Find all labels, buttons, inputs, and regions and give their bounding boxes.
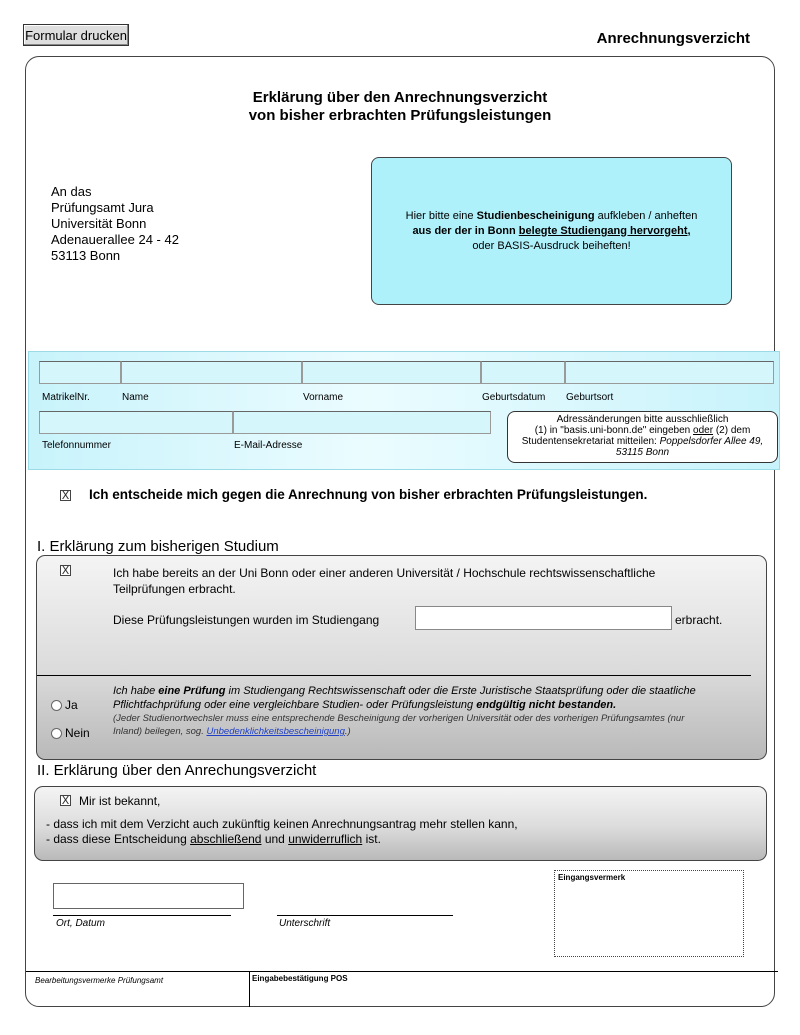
note-text: Studentensekretariat mitteilen: [521,436,660,447]
ort-datum-label: Ort, Datum [56,918,105,929]
geburtsdatum-label: Geburtsdatum [482,392,546,403]
sticker-text: aus der der in Bonn [412,224,519,237]
address-change-note [507,411,778,463]
question-emphasis: endgültig nicht bestanden. [476,699,617,711]
sticker-line-3: oder BASIS-Ausdruck beiheften! [472,239,631,252]
studiengang-label: Diese Prüfungsleistungen wurden im Studiengang [113,613,380,627]
form-title-line-2: von bisher erbrachten Prüfungsleistungen [248,107,552,124]
footer-separator [249,971,250,1007]
name-field[interactable] [121,361,302,384]
studiengang-suffix: erbracht. [675,613,723,627]
radio-no[interactable] [51,728,62,739]
sticker-emphasis: belegte Studiengang hervorgeht, [518,224,691,237]
prior-exams-text-line-1: Ich habe bereits an der Uni Bonn oder einer anderen Universität / Hochschule rechtswissenschaftliche [113,566,656,580]
failed-exam-question-line-2 [113,699,616,711]
study-certificate-area [371,157,732,305]
print-form-button[interactable]: Formular drucken [23,24,129,46]
transfer-note-line-1: (Jeder Studienortwechsler muss eine entsprechende Bescheinigung der vorherigen Universität oder des vorherigen Prüfungsamtes (nur [113,713,685,724]
note-line [508,447,777,458]
clearance-certificate-link[interactable]: Unbedenklichkeitsbescheinigung [206,726,345,737]
ort-datum-input[interactable] [53,883,244,909]
note-line: Adressänderungen bitte ausschließlich [556,414,729,425]
geburtsdatum-field[interactable] [481,361,565,384]
bearbeitung-label: Bearbeitungsvermerke Prüfungsamt [35,976,164,985]
note-text: .) [344,726,351,737]
matrikel-label: MatrikelNr. [42,392,90,403]
question-emphasis: eine Prüfung [158,685,226,697]
note-text: (2) dem [713,425,751,436]
eingabe-label: Eingabebestätigung POS [252,974,348,983]
form-title-line-1: Erklärung über den Anrechnungsverzicht [252,89,548,106]
note-line [508,425,777,436]
eingangsvermerk-label: Eingangsvermerk [558,873,626,882]
section-2-title: II. Erklärung über den Anrechungsverzicht [37,762,317,779]
transfer-note-line-2 [113,726,351,737]
section-1-title: I. Erklärung zum bisherigen Studium [37,538,279,555]
address-line: Universität Bonn [51,216,147,231]
telefon-field[interactable] [39,411,233,434]
question-text: Pflichtfachprüfung oder eine vergleichbare Studien- oder Prüfungsleistung [113,699,477,711]
sticker-emphasis: Studienbescheinigung [476,209,595,222]
geburtsort-field[interactable] [565,361,774,384]
name-label: Name [122,392,149,403]
decline-crediting-label: Ich entscheide mich gegen die Anrechnung von bisher erbrachten Prüfungsleistungen. [89,487,648,502]
address-line: Adenauerallee 24 - 42 [51,232,179,247]
decline-crediting-checkbox[interactable]: X [61,489,70,502]
note-text: Inland) beilegen, sog. [113,726,207,737]
prior-exams-checkbox[interactable]: X [61,564,70,577]
failed-exam-question [113,685,696,697]
address-line: An das [51,184,92,199]
vorname-field[interactable] [302,361,481,384]
page-header-title: Anrechnungsverzicht [596,30,750,47]
sticker-text: aufkleben / anheften [594,209,698,222]
address-line: Prüfungsamt Jura [51,200,154,215]
acknowledge-label: Mir ist bekannt, [79,794,161,808]
note-address: Poppelsdorfer Allee 49, [659,436,764,447]
section-1-divider [37,675,751,676]
question-text: Ich habe [113,685,159,697]
ack-text: ist. [362,832,381,846]
recipient-address [51,184,179,264]
prior-exams-text-line-2: Teilprüfungen erbracht. [113,582,236,596]
ack-emphasis: unwiderruflich [288,832,363,846]
email-label: E-Mail-Adresse [234,440,303,451]
ack-text: - dass diese Entscheidung [46,832,191,846]
acknowledge-checkbox[interactable]: X [61,794,70,807]
footer-divider [26,971,778,972]
studiengang-input[interactable] [415,606,672,630]
question-text: im Studiengang Rechtswissenschaft oder die Erste Juristische Staatsprüfung oder die staatliche [225,685,696,697]
radio-no-label: Nein [65,726,90,740]
radio-yes-label: Ja [65,698,78,712]
eingangsvermerk-box [554,870,744,957]
acknowledge-line-1: - dass ich mit dem Verzicht auch zukünftig keinen Anrechnungsantrag mehr stellen kann, [46,817,518,831]
address-line: 53113 Bonn [51,248,121,263]
sticker-line-1 [406,209,698,224]
matrikel-field[interactable] [39,361,121,384]
note-emphasis: oder [693,425,714,436]
vorname-label: Vorname [303,392,344,403]
acknowledge-line-2 [46,832,381,846]
sticker-line-2 [412,224,690,239]
radio-yes[interactable] [51,700,62,711]
ack-text: und [261,832,289,846]
email-field[interactable] [233,411,491,434]
ack-emphasis: abschließend [190,832,262,846]
telefon-label: Telefonnummer [42,440,111,451]
signature-label: Unterschrift [279,918,331,929]
geburtsort-label: Geburtsort [566,392,614,403]
sticker-text: Hier bitte eine [405,209,477,222]
ort-datum-line [53,915,231,916]
note-address: 53115 Bonn [615,447,670,458]
note-text: (1) in "basis.uni-bonn.de" eingeben [534,425,694,436]
note-line [508,436,777,447]
signature-line [277,915,453,916]
